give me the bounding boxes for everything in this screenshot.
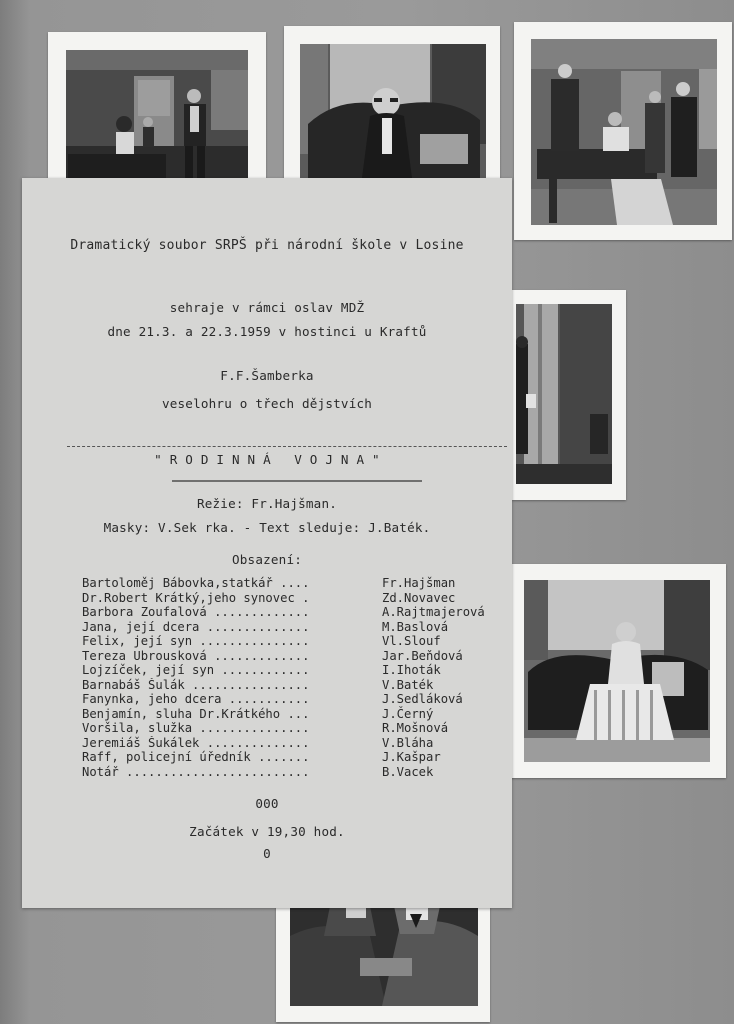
- photo-stage-curtain: [512, 290, 626, 500]
- cast-role: Benjamín, sluha Dr.Krátkého ...: [82, 706, 310, 721]
- cast-row: [82, 649, 512, 664]
- cast-row: [82, 707, 512, 722]
- intro-line-1: sehraje v rámci oslav MDŽ: [169, 300, 365, 315]
- cast-role: Notář .........................: [82, 764, 310, 779]
- cast-row: [82, 634, 512, 649]
- cast-row: [82, 663, 512, 678]
- play-author: F.F.Šamberka: [220, 368, 314, 383]
- cast-actor: Fr.Hajšman: [382, 576, 456, 590]
- intro-line-2: dne 21.3. a 22.3.1959 v hostinci u Kraftů: [107, 324, 427, 339]
- cast-role: Lojzíček, její syn ............: [82, 663, 310, 677]
- cast-actor: A.Rajtmajerová: [382, 605, 485, 619]
- cast-row: [82, 678, 512, 693]
- cast-role: Fanynka, jeho dcera ...........: [82, 692, 310, 706]
- cast-row: [82, 692, 512, 707]
- cast-row: [82, 765, 512, 780]
- masks-text-credits: Masky: V.Sek rka. - Text sleduje: J.Baték.: [103, 520, 431, 535]
- play-genre: veselohru o třech dějstvích: [161, 396, 373, 411]
- photo-armchair-image: [300, 44, 486, 178]
- cast-row: [82, 721, 512, 736]
- cast-row: [82, 605, 512, 620]
- director-credit: Režie: Fr.Hajšman.: [196, 496, 338, 511]
- cast-role: Jeremiáš Šukálek ..............: [82, 735, 310, 750]
- cast-actor: B.Vacek: [382, 764, 434, 779]
- photo-two-women-seated: [276, 906, 490, 1022]
- cast-actor: Jar.Beňdová: [382, 648, 463, 663]
- cast-role: Dr.Robert Krátký,jeho synovec .: [82, 590, 310, 605]
- cast-actor: J.Kašpar: [382, 750, 441, 764]
- cast-row: [82, 620, 512, 635]
- photo-stage-desk-image: [66, 50, 248, 178]
- photo-woman-on-sofa: [510, 564, 726, 778]
- play-title: " R O D I N N Á V O J N A ": [154, 452, 380, 467]
- cast-role: Raff, policejní úředník .......: [82, 750, 310, 764]
- photo-group-at-table: [514, 22, 732, 240]
- separator-mark: 000: [255, 796, 279, 811]
- cast-actor: I.Ihoták: [382, 663, 441, 677]
- cast-row: [82, 576, 512, 591]
- cast-actor: R.Mošnová: [382, 721, 449, 735]
- cast-actor: J.Sedláková: [382, 692, 463, 706]
- title-underline: [172, 480, 422, 482]
- photo-two-women-image: [290, 906, 478, 1006]
- end-mark: 0: [263, 846, 271, 861]
- cast-role: Voršila, služka ...............: [82, 721, 310, 735]
- cast-actor: Zd.Novavec: [382, 590, 456, 605]
- cast-role: Felix, její syn ...............: [82, 634, 310, 648]
- program-sheet: [22, 178, 512, 908]
- cast-role: Tereza Ubrousková .............: [82, 648, 310, 663]
- ensemble-header: Dramatický soubor SRPŠ při národní škole v Losine: [70, 238, 464, 253]
- cast-actor: M.Baslová: [382, 619, 449, 634]
- cast-role: Bartoloměj Bábovka,statkář ....: [82, 576, 310, 590]
- cast-actor: V.Baték: [382, 677, 434, 692]
- cast-list: [82, 576, 512, 779]
- start-time: Začátek v 19,30 hod.: [189, 824, 345, 839]
- dashed-divider: [67, 446, 507, 447]
- photo-woman-sofa-image: [524, 580, 710, 762]
- cast-role: Barnabáš Šulák ................: [82, 677, 310, 692]
- photo-group-table-image: [531, 39, 717, 225]
- cast-row: [82, 591, 512, 606]
- cast-row: [82, 750, 512, 765]
- cast-row: [82, 736, 512, 751]
- cast-role: Barbora Zoufalová .............: [82, 605, 310, 619]
- cast-actor: V.Bláha: [382, 735, 434, 750]
- cast-heading: Obsazení:: [231, 552, 303, 567]
- cast-actor: Vl.Slouf: [382, 634, 441, 648]
- photo-stage-curtain-image: [516, 304, 612, 484]
- photo-man-in-armchair: [284, 26, 500, 178]
- cast-role: Jana, její dcera ..............: [82, 619, 310, 634]
- photo-stage-desk-scene: [48, 32, 266, 178]
- cast-actor: J.Černý: [382, 706, 434, 721]
